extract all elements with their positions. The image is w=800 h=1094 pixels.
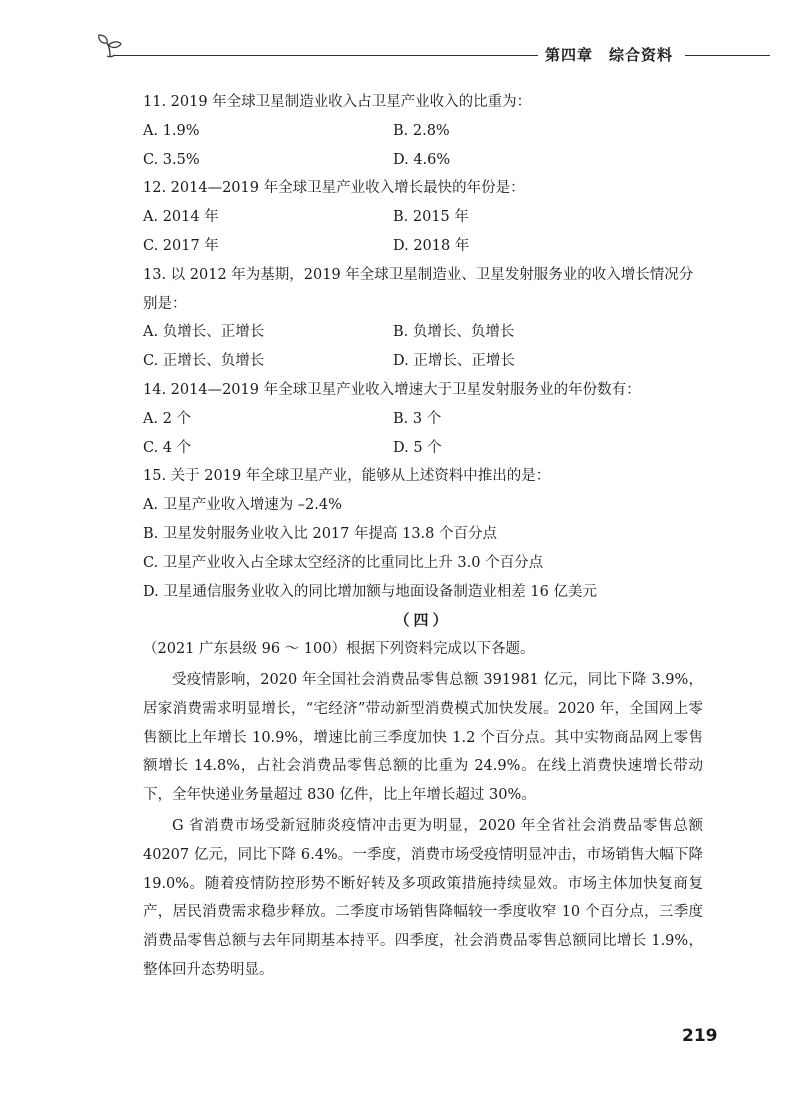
option: D. 正增长、正增长 <box>393 353 515 370</box>
option: C. 3.5% <box>143 151 200 168</box>
paragraph: G 省消费市场受新冠肺炎疫情冲击更为明显，2020 年全省社会消费品零售总额 40207 亿元，同比下降 6.4%。一季度，消费市场受疫情明显冲击，市场销售大幅下降 19.0%。随着疫情防控形势不断好转及多项政策措施持续显效。市场主体加快复商复产，居民消费需求稳步释放。二季度市场销售降幅较一季度收窄 10 个百分点，三季度消费品零售总额与去年同期基本持平。四季度，社会消费品零售总额同比增长 1.9%，整体回升态势明显。 <box>143 817 703 978</box>
option-row <box>143 232 703 261</box>
header-rule-right <box>685 55 770 56</box>
question-stem: 13. 以 2012 年为基期，2019 年全球卫星制造业、卫星发射服务业的收入增长情况分别是： <box>143 266 694 312</box>
option-row <box>143 203 703 232</box>
option-row <box>143 405 703 434</box>
option: D. 5 个 <box>393 439 442 456</box>
option: A. 负增长、正增长 <box>143 324 265 341</box>
question-stem: 14. 2014—2019 年全球卫星产业收入增速大于卫星发射服务业的年份数有： <box>143 381 641 398</box>
option: A. 卫星产业收入增速为 –2.4% <box>143 497 342 514</box>
option: B. 负增长、负增长 <box>393 324 515 341</box>
paragraph: 受疫情影响，2020 年全国社会消费品零售总额 391981 亿元，同比下降 3.9%，居家消费需求明显增长，“宅经济”带动新型消费模式加快发展。2020 年，全国网上零售额比上年增长 10.9%，增速比前三季度加快 1.2 个百分点。其中实物商品网上零售额增长 14.8%，占社会消费品零售总额的比重为 24.9%。在线上消费快速增长带动下，全年快递业务量超过 830 亿件，比上年增长超过 30%。 <box>143 671 703 804</box>
option-row <box>143 117 703 146</box>
option: C. 卫星产业收入占全球太空经济的比重同比上升 3.0 个百分点 <box>143 554 544 571</box>
header-rule-left <box>113 55 538 56</box>
option-row <box>143 318 703 347</box>
option: C. 2017 年 <box>143 237 219 254</box>
page-header <box>95 30 775 70</box>
chapter-title: 第四章 综合资料 <box>545 46 674 64</box>
option-row <box>143 434 703 463</box>
option: D. 2018 年 <box>393 237 470 254</box>
question-stem: 15. 关于 2019 年全球卫星产业，能够从上述资料中推出的是： <box>143 468 551 485</box>
option: B. 2015 年 <box>393 209 469 226</box>
question-stem: 12. 2014—2019 年全球卫星产业收入增长最快的年份是： <box>143 180 525 197</box>
page-content <box>143 88 703 985</box>
option: C. 4 个 <box>143 439 192 456</box>
option: A. 1.9% <box>143 122 200 139</box>
option: D. 4.6% <box>393 151 451 168</box>
option: D. 卫星通信服务业收入的同比增加额与地面设备制造业相差 16 亿美元 <box>143 583 597 600</box>
option-row <box>143 146 703 175</box>
option: A. 2014 年 <box>143 209 219 226</box>
option: A. 2 个 <box>143 410 192 427</box>
option: B. 卫星发射服务业收入比 2017 年提高 13.8 个百分点 <box>143 525 497 542</box>
section-source: （2021 广东县级 96 ～ 100）根据下列资料完成以下各题。 <box>143 641 535 658</box>
option-row <box>143 347 703 376</box>
page-number: 219 <box>682 1026 718 1046</box>
option: B. 2.8% <box>393 122 450 139</box>
option: B. 3 个 <box>393 410 442 427</box>
option: C. 正增长、负增长 <box>143 353 265 370</box>
question-stem: 11. 2019 年全球卫星制造业收入占卫星产业收入的比重为： <box>143 94 532 110</box>
section-title: （四） <box>394 611 452 630</box>
